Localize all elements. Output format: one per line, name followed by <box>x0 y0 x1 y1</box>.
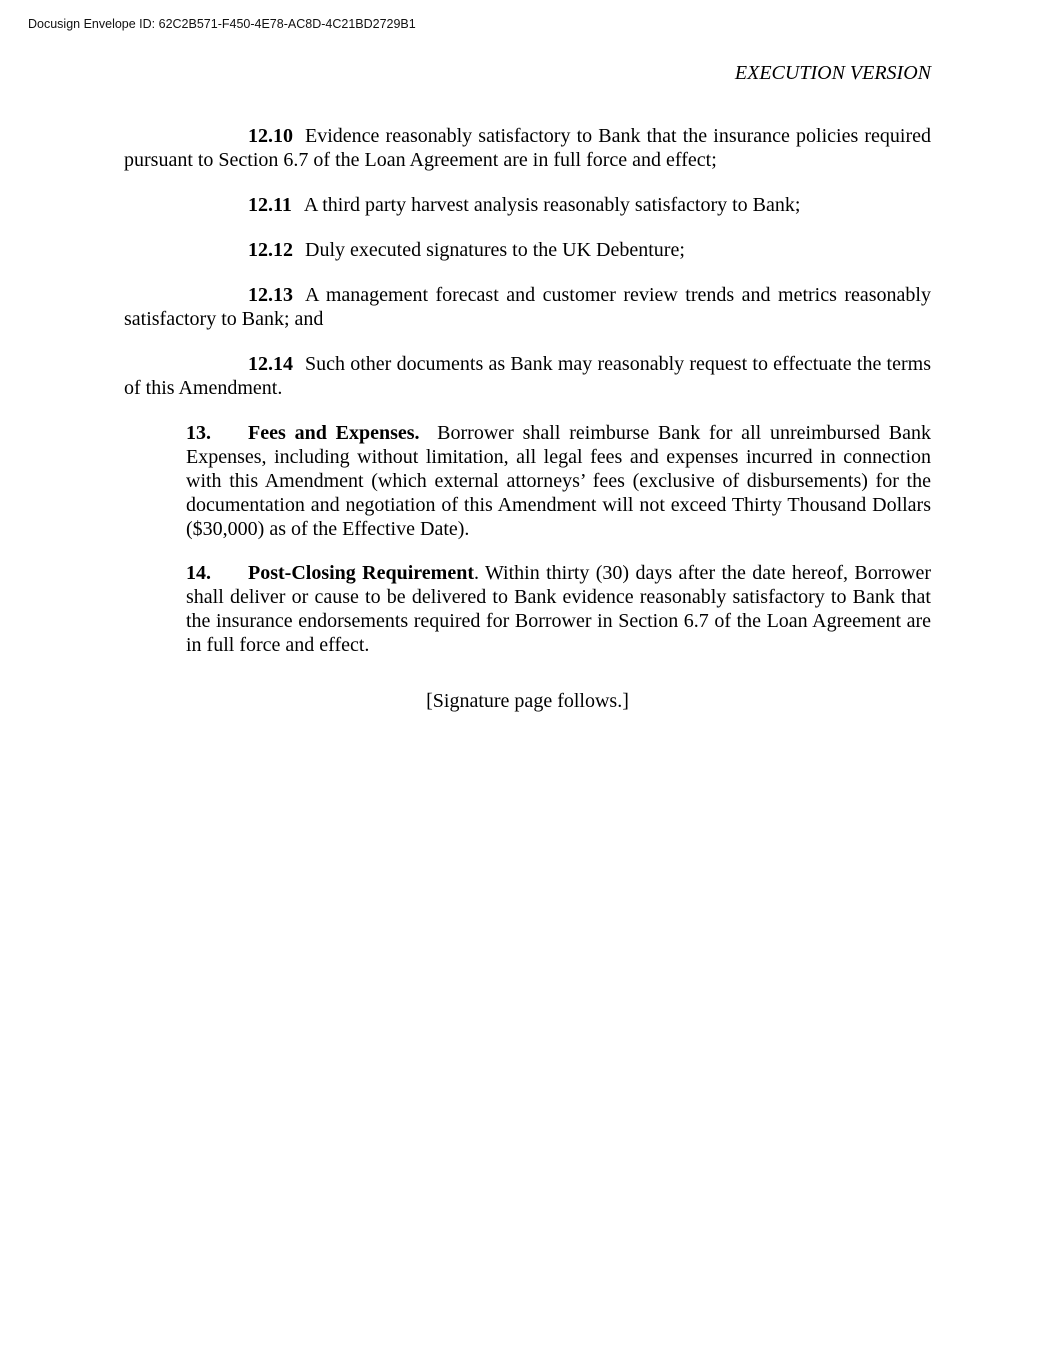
section-number: 14. <box>186 562 211 584</box>
section-text: Borrower shall reimburse Bank for all unreimbursed Bank Expenses, including without limitation, all legal fees and expenses incurred in connection with this Amendment (which external attorneys’ fees (exclusive of disbursements) for the documentation and negotiation of this Amendment will not exceed Thirty Thousand Dollars ($30,000) as of the Effective Date). <box>186 422 936 540</box>
clause-text: Evidence reasonably satisfactory to Bank that the insurance policies required pursuant to Section 6.7 of the Loan Agreement are in full force and effect; <box>124 125 931 171</box>
section-number: 13. <box>186 422 211 444</box>
execution-version-label: EXECUTION VERSION <box>734 62 931 84</box>
signature-page-note: [Signature page follows.] <box>426 690 629 712</box>
clause-text: A third party harvest analysis reasonably satisfactory to Bank; <box>303 194 801 216</box>
clause-12-11 <box>124 193 931 217</box>
section-13-fees-and-expenses <box>186 421 936 541</box>
clause-12-10 <box>124 124 931 172</box>
clause-text: A management forecast and customer review trends and metrics reasonably satisfactory to Bank; and <box>124 284 931 330</box>
section-14-post-closing <box>186 561 931 657</box>
clause-text: Duly executed signatures to the UK Debenture; <box>305 239 685 261</box>
section-text: . Within thirty (30) days after the date hereof, Borrower shall deliver or cause to be delivered to Bank evidence reasonably satisfactory to Bank that the insurance endorsements required for Borrower in Section 6.7 of the Loan Agreement are in full force and effect. <box>186 562 931 656</box>
clause-text: Such other documents as Bank may reasonably request to effectuate the terms of this Amendment. <box>124 353 931 399</box>
clause-number: 12.10 <box>248 125 293 147</box>
clause-12-13 <box>124 283 931 331</box>
clause-number: 12.13 <box>248 284 293 306</box>
document-body <box>124 124 936 733</box>
clause-number: 12.14 <box>248 353 293 375</box>
clause-12-12 <box>124 238 931 262</box>
docusign-envelope-id: Docusign Envelope ID: 62C2B571-F450-4E78-AC8D-4C21BD2729B1 <box>28 17 416 31</box>
clause-number: 12.12 <box>248 239 293 261</box>
clause-number: 12.11 <box>248 194 292 216</box>
section-title: Post-Closing Requirement <box>248 562 474 584</box>
section-title: Fees and Expenses. <box>248 422 420 444</box>
clause-12-14 <box>124 352 931 400</box>
